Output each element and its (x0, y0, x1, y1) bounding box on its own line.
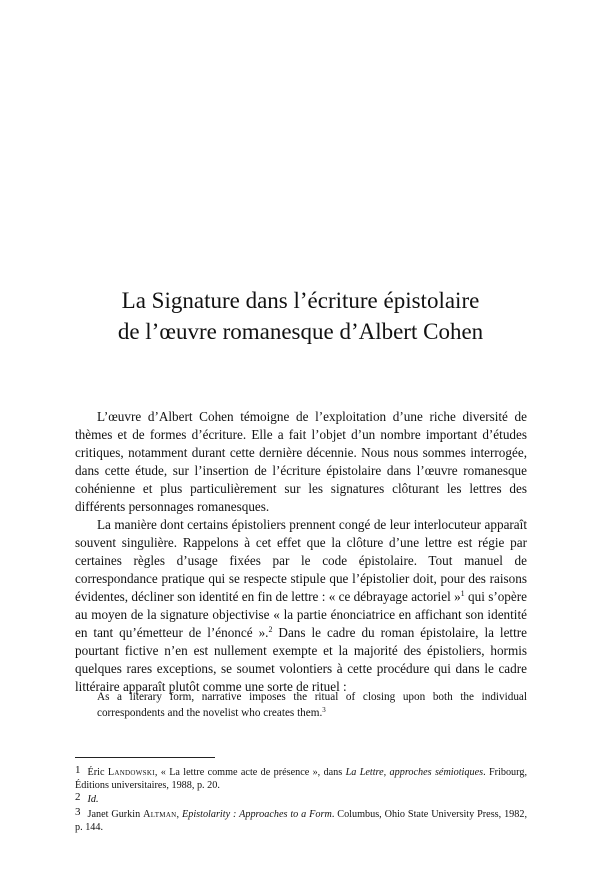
title-line-2: de l’œuvre romanesque d’Albert Cohen (117, 319, 484, 344)
paragraph-2-part-c: Dans le cadre du roman épistolaire, la lettre pourtant fictive n’en est nullement exempte et la majorité des épistoliers, hormis quelques rares exceptions, se soumet volontiers à cette procédure qui dans le cadre littéraire apparaît plutôt comme une sorte de rituel : (75, 625, 528, 694)
footnote-3 (75, 805, 528, 834)
paragraph-1: L’œuvre d’Albert Cohen témoigne de l’exploitation d’une riche diversité de thèmes et de formes d’écriture. Elle a fait l’objet d’un nombre important d’études critiques, notamment durant cette dernière décennie. Nous nous sommes interrogée, dans cette étude, sur l’insertion de l’écriture épistolaire dans l’œuvre romanesque cohénienne et plus particulièrement sur les signatures clôturant les lettres des différents personnages romanesques. (75, 409, 527, 514)
footnote-title: Epistolarity : Approaches to a Form (182, 808, 332, 820)
footnote-title: Id. (87, 794, 99, 806)
block-quote (97, 690, 527, 721)
footnote-author-last: Landowski (107, 767, 155, 778)
footnote-divider (75, 757, 215, 758)
footnotes (75, 766, 527, 835)
title-line-1: La Signature dans l’écriture épistolaire (121, 288, 480, 313)
footnote-2 (75, 793, 527, 806)
footnote-author-first: Janet Gurkin (87, 808, 144, 820)
article-title (60, 285, 541, 347)
paragraph-2-part-b: qui s’opère au moyen de la signature objectivise « la partie énonciatrice en affichant son identité en tant qu’émetteur de l’énoncé ». (75, 589, 527, 640)
footnote-text: . Fribourg, Éditions universitaires, 1988, p. 20. (75, 767, 527, 792)
footnote-number: 1 (75, 764, 81, 776)
footnote-text: , (176, 808, 182, 820)
footnote-number: 3 (75, 805, 81, 818)
quote-text: As a literary form, narrative imposes the ritual of closing upon both the individual correspondents and the novelist who creates them. (97, 691, 527, 719)
footnote-author-last: Altman (143, 808, 177, 820)
footnote-text: , « La lettre comme acte de présence », dans (154, 767, 346, 778)
footnote-text: . Columbus, Ohio State University Press, 1982, p. 144. (75, 808, 528, 833)
body-text (75, 408, 527, 696)
footnote-1 (75, 766, 527, 792)
footnote-ref-1: 1 (460, 589, 465, 598)
footnote-author-first: Éric (87, 767, 108, 778)
footnote-number: 2 (75, 791, 81, 804)
footnote-title: La Lettre, approches sémiotiques (345, 767, 484, 778)
paragraph-2-part-a: La manière dont certains épistoliers prennent congé de leur interlocuteur apparaît souvent singulière. Rappelons à cet effet que la clôture d’une lettre est régie par certaines règles d’usage fixées par le code épistolaire. Tout manuel de correspondance pratique qui se respecte stipule que l’épistolier doit, pour des raisons évidentes, décliner son identité en fin de lettre : « ce débrayage actoriel » (75, 517, 527, 604)
footnote-ref-3: 3 (322, 705, 326, 714)
paragraph-2 (75, 516, 527, 696)
footnote-ref-2: 2 (268, 625, 273, 634)
